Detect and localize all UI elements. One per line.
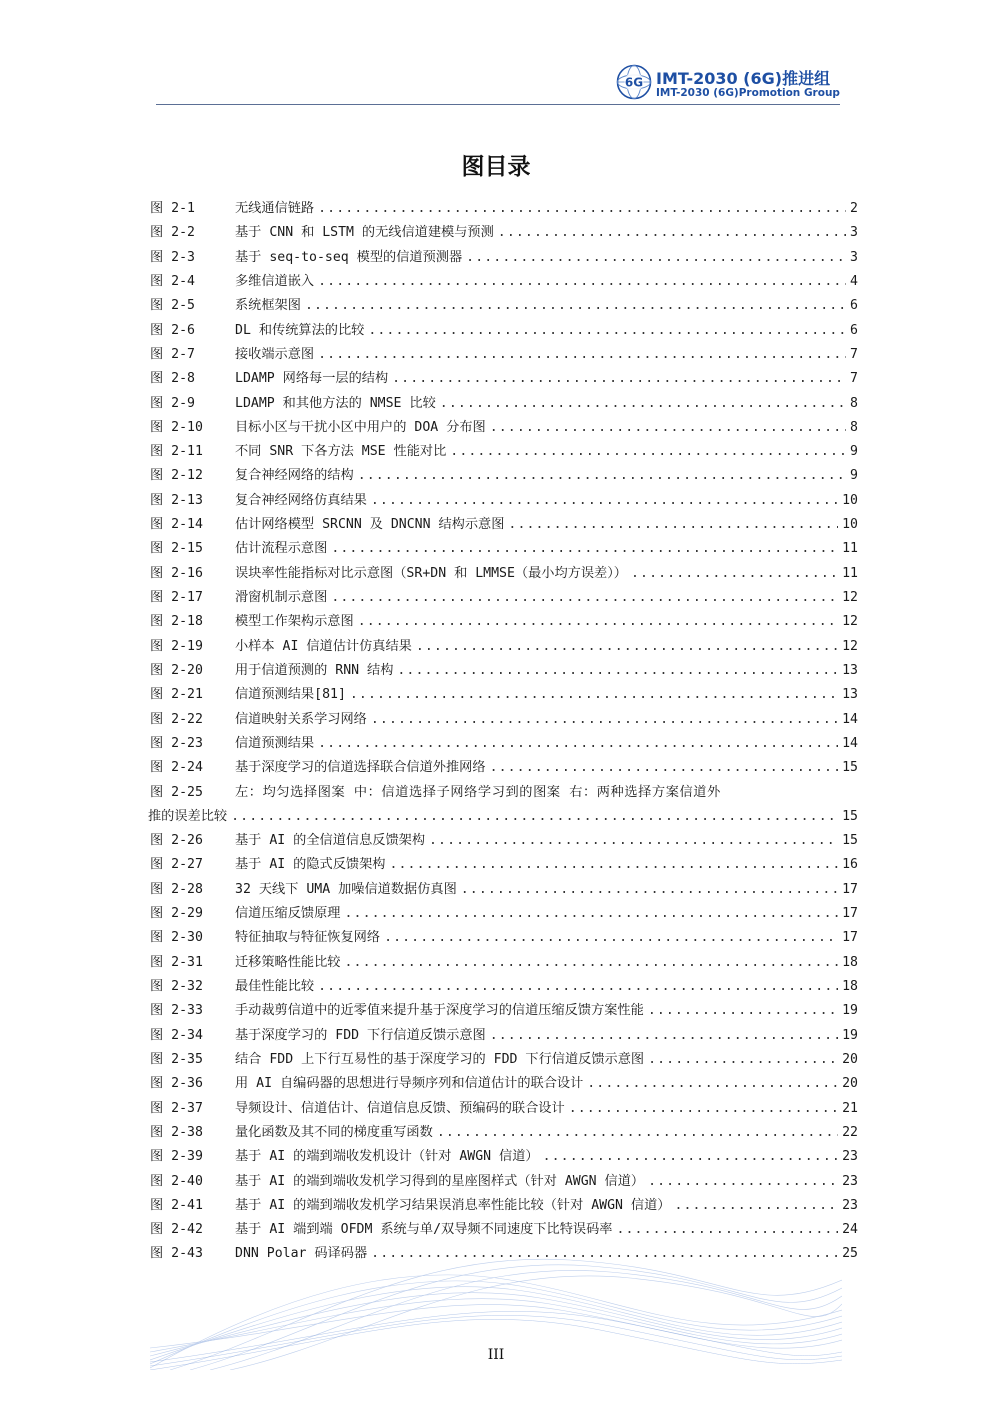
toc-entry-number: 图 2-38 [150, 1124, 203, 1140]
toc-entry[interactable] [150, 343, 858, 367]
toc-entry[interactable] [150, 683, 858, 707]
toc-entry[interactable] [150, 513, 858, 537]
toc-entry-page: 18 [842, 954, 858, 970]
toc-entry-page: 17 [842, 881, 858, 897]
toc-entry-page: 10 [842, 492, 858, 508]
toc-dot-leader [384, 926, 838, 950]
toc-dot-leader [466, 246, 846, 270]
toc-entry-title: 基于深度学习的信道选择联合信道外推网络 [235, 760, 486, 776]
toc-entry[interactable] [150, 440, 858, 464]
toc-dot-leader [345, 951, 839, 975]
toc-dot-leader [450, 440, 846, 464]
org-name-en: IMT-2030 (6G)Promotion Group [656, 87, 840, 99]
toc-entry-number: 图 2-42 [150, 1222, 203, 1238]
toc-entry-page: 8 [850, 419, 858, 435]
toc-entry-number: 图 2-4 [150, 273, 195, 289]
toc-entry-title: 基于 AI 的全信道信息反馈架构 [235, 833, 426, 849]
toc-entry-title: 用 AI 自编码器的思想进行导频序列和信道估计的联合设计 [235, 1076, 584, 1092]
toc-entry-number: 图 2-43 [150, 1246, 203, 1262]
toc-entry-title: 信道预测结果[81] [235, 687, 346, 703]
toc-entry-number: 图 2-21 [150, 687, 203, 703]
page-title: 图目录 [461, 154, 531, 180]
toc-entry-page: 4 [850, 273, 858, 289]
toc-entry[interactable] [150, 853, 858, 877]
toc-dot-leader [440, 392, 846, 416]
toc-dot-leader [490, 756, 839, 780]
toc-entry-number: 图 2-32 [150, 979, 203, 994]
toc-dot-leader [648, 1170, 838, 1194]
toc-entry-number: 图 2-14 [150, 517, 203, 533]
toc-entry[interactable] [150, 1145, 858, 1169]
toc-entry-title: 小样本 AI 信道估计仿真结果 [235, 638, 412, 654]
toc-dot-leader [587, 1072, 838, 1096]
toc-entry-number: 图 2-41 [150, 1197, 203, 1213]
toc-entry[interactable] [150, 781, 858, 830]
toc-entry-page: 20 [842, 1076, 858, 1092]
toc-entry[interactable] [150, 489, 858, 513]
page-header [0, 0, 992, 110]
toc-entry-number: 图 2-29 [150, 906, 203, 922]
toc-entry-page: 23 [842, 1149, 858, 1165]
toc-entry[interactable] [150, 270, 858, 294]
toc-entry-number: 图 2-28 [150, 881, 203, 897]
toc-entry-page: 9 [850, 444, 858, 460]
toc-dot-leader [331, 537, 838, 561]
toc-entry-number: 图 2-27 [150, 857, 203, 873]
toc-entry[interactable] [150, 1170, 858, 1194]
toc-entry-title: 基于 AI 的隐式反馈架构 [235, 857, 386, 873]
toc-entry-title: LDAMP 网络每一层的结构 [235, 371, 389, 387]
toc-entry[interactable] [150, 732, 858, 756]
toc-dot-leader [429, 829, 838, 853]
toc-entry-page: 8 [850, 395, 858, 411]
toc-entry-page: 9 [850, 468, 858, 484]
toc-dot-leader [318, 197, 846, 221]
toc-entry-page: 22 [842, 1124, 858, 1140]
toc-entry-page: 13 [842, 687, 858, 703]
toc-entry-number: 图 2-30 [150, 930, 203, 946]
toc-entry-page: 14 [842, 735, 858, 751]
toc-dot-leader [318, 975, 838, 999]
toc-entry-number: 图 2-35 [150, 1051, 203, 1067]
toc-entry-page: 14 [842, 711, 858, 727]
toc-entry[interactable] [150, 659, 858, 683]
toc-entry-number: 图 2-34 [150, 1027, 203, 1043]
toc-entry-number: 图 2-16 [150, 565, 203, 581]
toc-entry-title: 结合 FDD 上下行互易性的基于深度学习的 FDD 下行信道反馈示意图 [235, 1051, 645, 1067]
toc-entry-title: LDAMP 和其他方法的 NMSE 比较 [235, 395, 436, 411]
toc-entry-page: 3 [850, 249, 858, 265]
toc-entry-number: 图 2-26 [150, 833, 203, 849]
toc-entry-number: 图 2-37 [150, 1100, 203, 1116]
toc-dot-leader [461, 878, 838, 902]
toc-dot-leader [358, 464, 846, 488]
toc-dot-leader [358, 610, 838, 634]
toc-entry-number: 图 2-11 [150, 444, 203, 460]
figure-list [150, 197, 858, 1267]
toc-entry-page: 23 [842, 1173, 858, 1189]
toc-dot-leader [231, 805, 838, 829]
toc-dot-leader [543, 1145, 839, 1169]
toc-entry-number: 图 2-15 [150, 541, 203, 557]
toc-entry-title-continued: 推的误差比较 [148, 808, 228, 824]
6g-globe-logo-icon [616, 64, 652, 100]
toc-entry[interactable] [150, 294, 858, 318]
toc-dot-leader [498, 221, 846, 245]
toc-entry[interactable] [150, 562, 858, 586]
toc-dot-leader [368, 319, 846, 343]
logo-text: 6G [624, 75, 644, 90]
toc-entry[interactable] [150, 586, 858, 610]
toc-entry[interactable] [150, 708, 858, 732]
toc-entry-page: 7 [850, 346, 858, 362]
toc-dot-leader [397, 659, 838, 683]
toc-entry[interactable] [150, 926, 858, 950]
toc-entry-title: 无线通信链路 [235, 201, 315, 216]
toc-entry-page: 6 [850, 322, 858, 338]
toc-entry-title: 信道压缩反馈原理 [235, 906, 341, 922]
toc-entry[interactable] [150, 1121, 858, 1145]
toc-entry-number: 图 2-20 [150, 662, 203, 678]
toc-entry[interactable] [150, 756, 858, 780]
toc-entry-title: 手动裁剪信道中的近零值来提升基于深度学习的信道压缩反馈方案性能 [235, 1003, 644, 1019]
toc-entry[interactable] [150, 1048, 858, 1072]
toc-entry[interactable] [150, 367, 858, 391]
toc-dot-leader [437, 1121, 838, 1145]
toc-entry-number: 图 2-13 [150, 492, 203, 508]
toc-entry-title: 复合神经网络仿真结果 [235, 492, 367, 508]
toc-entry-page: 15 [842, 833, 858, 849]
toc-entry-page: 11 [842, 541, 858, 557]
toc-entry-title: 目标小区与干扰小区中用户的 DOA 分布图 [235, 419, 486, 435]
toc-entry-title: 信道映射关系学习网络 [235, 711, 367, 727]
org-name-cn: IMT-2030 (6G)推进组 [656, 69, 831, 88]
toc-entry-page: 17 [842, 906, 858, 922]
toc-dot-leader [569, 1097, 838, 1121]
toc-entry-title: 信道预测结果 [235, 735, 315, 751]
toc-entry-number: 图 2-3 [150, 249, 195, 265]
toc-entry[interactable] [150, 951, 858, 975]
toc-entry-page: 19 [842, 1027, 858, 1043]
toc-entry-title: 系统框架图 [235, 298, 301, 314]
toc-entry-number: 图 2-7 [150, 346, 195, 362]
toc-entry-number: 图 2-36 [150, 1076, 203, 1092]
toc-entry-number: 图 2-8 [150, 371, 195, 387]
toc-dot-leader [508, 513, 838, 537]
toc-dot-leader [416, 635, 838, 659]
toc-entry[interactable] [150, 1097, 858, 1121]
toc-entry-number: 图 2-12 [150, 468, 203, 484]
toc-entry-number: 图 2-24 [150, 760, 203, 776]
toc-entry[interactable] [150, 221, 858, 245]
toc-entry[interactable] [150, 392, 858, 416]
toc-entry-title: 32 天线下 UMA 加噪信道数据仿真图 [235, 881, 457, 897]
toc-entry-number: 图 2-19 [150, 638, 203, 654]
toc-entry-title: 最佳性能比较 [235, 979, 315, 994]
toc-entry-number: 图 2-23 [150, 735, 203, 751]
toc-entry-page: 16 [842, 857, 858, 873]
toc-entry-page: 23 [842, 1197, 858, 1213]
toc-entry-title: 滑窗机制示意图 [235, 590, 328, 605]
toc-entry[interactable] [150, 829, 858, 853]
toc-entry[interactable] [150, 319, 858, 343]
toc-entry-page: 17 [842, 930, 858, 946]
toc-entry-title: 特征抽取与特征恢复网络 [235, 930, 381, 946]
toc-entry-title: 基于深度学习的 FDD 下行信道反馈示意图 [235, 1027, 486, 1043]
toc-entry-number: 图 2-39 [150, 1149, 203, 1165]
toc-entry-number: 图 2-17 [150, 590, 203, 605]
toc-dot-leader [331, 586, 838, 610]
toc-entry-number: 图 2-1 [150, 201, 195, 216]
toc-entry-page: 13 [842, 662, 858, 678]
toc-entry[interactable] [150, 197, 858, 221]
toc-entry-title: 多维信道嵌入 [235, 273, 315, 289]
toc-entry-title: 不同 SNR 下各方法 MSE 性能对比 [235, 444, 447, 460]
toc-entry-number: 图 2-22 [150, 711, 203, 727]
toc-entry-title: 迁移策略性能比较 [235, 954, 341, 970]
toc-entry-title: 模型工作架构示意图 [235, 614, 354, 630]
toc-entry-number: 图 2-6 [150, 322, 195, 338]
toc-entry[interactable] [150, 902, 858, 926]
toc-entry-title: 复合神经网络的结构 [235, 468, 354, 484]
toc-dot-leader [648, 999, 838, 1023]
toc-dot-leader [490, 416, 846, 440]
toc-entry-page: 11 [842, 565, 858, 581]
toc-entry[interactable] [150, 610, 858, 634]
toc-dot-leader [631, 562, 838, 586]
toc-entry-number: 图 2-40 [150, 1173, 203, 1189]
toc-entry[interactable] [150, 1072, 858, 1096]
toc-entry-number: 图 2-18 [150, 614, 203, 630]
toc-entry-page: 21 [842, 1100, 858, 1116]
toc-entry-number: 图 2-10 [150, 419, 203, 435]
toc-dot-leader [345, 902, 839, 926]
toc-dot-leader [371, 489, 838, 513]
toc-entry-title: DNN Polar 码译码器 [235, 1246, 368, 1262]
toc-entry-page: 12 [842, 590, 858, 605]
toc-entry[interactable] [150, 1218, 858, 1242]
toc-entry-page: 20 [842, 1051, 858, 1067]
toc-dot-leader [616, 1218, 838, 1242]
toc-dot-leader [350, 683, 838, 707]
toc-entry-title: 用于信道预测的 RNN 结构 [235, 662, 394, 678]
toc-entry-title: 估计网络模型 SRCNN 及 DNCNN 结构示意图 [235, 517, 505, 533]
toc-entry[interactable] [150, 464, 858, 488]
toc-entry[interactable] [150, 1024, 858, 1048]
toc-entry[interactable] [150, 635, 858, 659]
toc-entry-number: 图 2-25 [150, 784, 203, 800]
toc-dot-leader [318, 270, 846, 294]
toc-entry-number: 图 2-2 [150, 225, 195, 241]
toc-entry-number: 图 2-9 [150, 395, 195, 411]
toc-entry-page: 15 [842, 808, 858, 824]
toc-entry-page: 25 [842, 1246, 858, 1262]
toc-dot-leader [490, 1024, 838, 1048]
toc-dot-leader [318, 732, 838, 756]
toc-dot-leader [674, 1194, 838, 1218]
page-number: III [487, 1347, 505, 1363]
toc-entry-title: 基于 AI 的端到端收发机设计（针对 AWGN 信道） [235, 1149, 539, 1165]
toc-entry[interactable] [150, 878, 858, 902]
toc-entry[interactable] [150, 999, 858, 1023]
toc-entry-page: 12 [842, 638, 858, 654]
toc-entry-title: 导频设计、信道估计、信道信息反馈、预编码的联合设计 [235, 1100, 565, 1116]
toc-dot-leader [371, 708, 838, 732]
toc-entry[interactable] [150, 246, 858, 270]
toc-entry[interactable] [150, 1194, 858, 1218]
toc-entry-page: 18 [842, 979, 858, 994]
toc-entry-title: 误块率性能指标对比示意图（SR+DN 和 LMMSE（最小均方误差）） [235, 565, 627, 581]
toc-entry-title: 左：均匀选择图案 中：信道选择子网络学习到的图案 右：两种选择方案信道外 [235, 784, 721, 800]
toc-entry-title: 估计流程示意图 [235, 541, 328, 557]
toc-dot-leader [318, 343, 846, 367]
toc-entry-page: 6 [850, 298, 858, 314]
toc-entry-title: 基于 AI 的端到端收发机学习结果误消息率性能比较（针对 AWGN 信道） [235, 1197, 671, 1213]
toc-entry-title: 量化函数及其不同的梯度重写函数 [235, 1124, 433, 1140]
toc-entry-page: 24 [842, 1222, 858, 1238]
toc-entry-title: 基于 AI 端到端 OFDM 系统与单/双导频不同速度下比特误码率 [235, 1222, 613, 1238]
toc-entry-number: 图 2-31 [150, 954, 203, 970]
toc-dot-leader [389, 853, 838, 877]
toc-entry-title: 基于 seq-to-seq 模型的信道预测器 [235, 249, 463, 265]
toc-entry-page: 7 [850, 371, 858, 387]
toc-entry-page: 10 [842, 517, 858, 533]
toc-entry-page: 2 [850, 201, 858, 216]
toc-entry-number: 图 2-5 [150, 298, 195, 314]
toc-entry-number: 图 2-33 [150, 1003, 203, 1019]
toc-entry-page: 15 [842, 760, 858, 776]
toc-entry-page: 3 [850, 225, 858, 241]
toc-entry[interactable] [150, 975, 858, 999]
toc-dot-leader [392, 367, 846, 391]
toc-entry-title: 接收端示意图 [235, 346, 315, 362]
toc-entry[interactable] [150, 537, 858, 561]
toc-entry-title: 基于 CNN 和 LSTM 的无线信道建模与预测 [235, 225, 494, 241]
toc-entry-page: 12 [842, 614, 858, 630]
header-divider [156, 104, 840, 105]
toc-dot-leader [648, 1048, 838, 1072]
toc-entry-page: 19 [842, 1003, 858, 1019]
toc-entry-title: DL 和传统算法的比较 [235, 322, 365, 338]
toc-dot-leader [305, 294, 846, 318]
toc-entry-title: 基于 AI 的端到端收发机学习得到的星座图样式（针对 AWGN 信道） [235, 1173, 645, 1189]
toc-entry[interactable] [150, 416, 858, 440]
